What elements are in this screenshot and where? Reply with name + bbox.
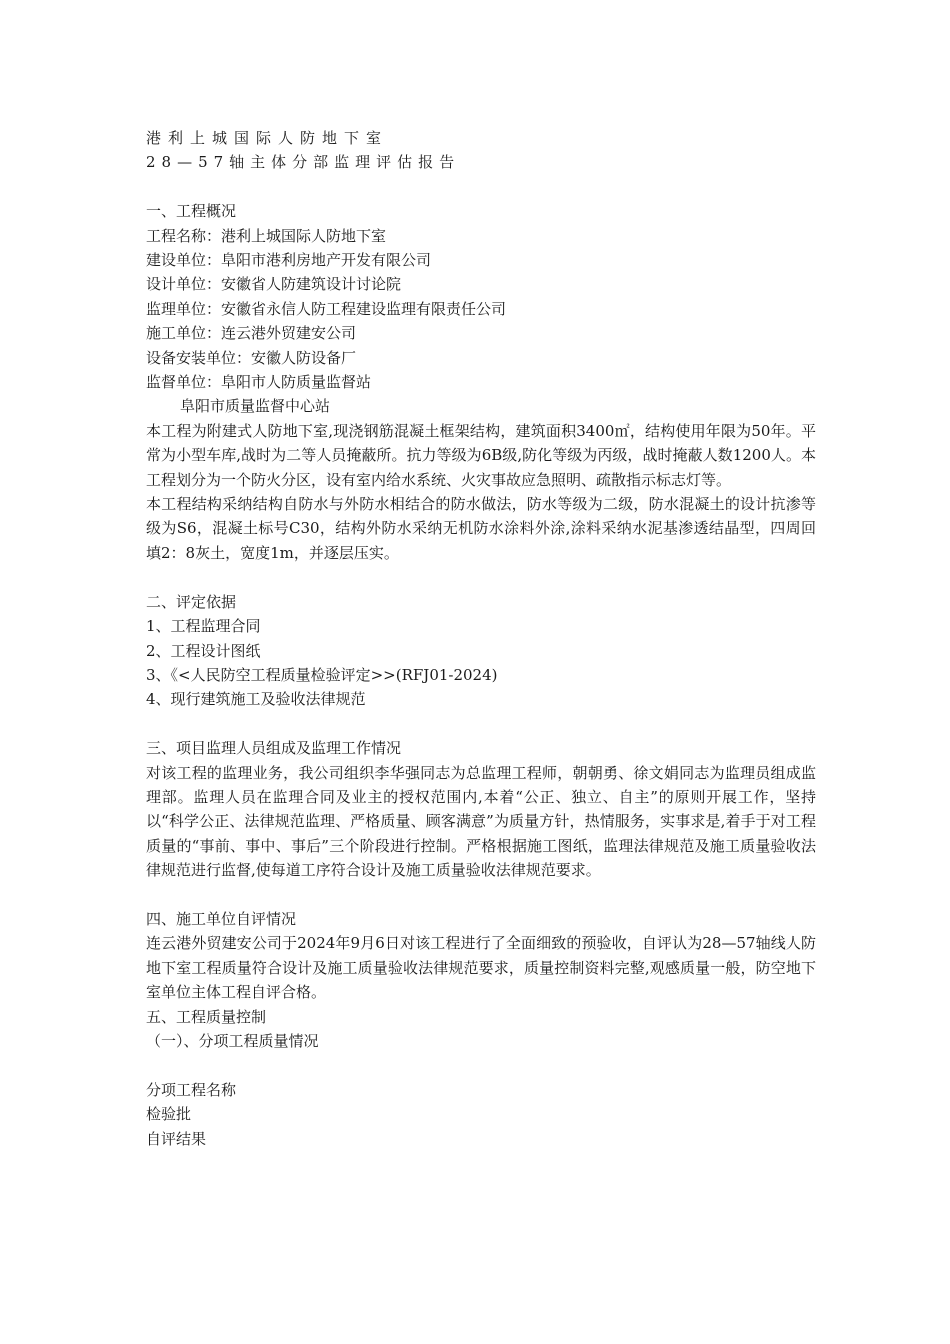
info-row-contractor: 施工单位：连云港外贸建安公司	[146, 324, 357, 343]
basis-item-4: 4、现行建筑施工及验收法律规范	[146, 690, 366, 709]
section4-heading: 四、施工单位自评情况	[146, 909, 297, 928]
info-row-equipment: 设备安装单位：安徽人防设备厂	[146, 348, 357, 367]
info-row-owner: 建设单位：阜阳市港利房地产开发有限公司	[146, 251, 432, 270]
info-row-designer: 设计单位：安徽省人防建筑设计讨论院	[146, 275, 402, 294]
table-column-batch: 检验批	[146, 1105, 192, 1124]
section1-heading: 一、工程概况	[146, 202, 237, 221]
report-title-line1: 港利上城国际人防地下室	[146, 129, 389, 147]
document-body	[146, 126, 816, 1151]
section2-heading: 二、评定依据	[146, 592, 237, 611]
info-row-inspection-2: 阜阳市质量监督中心站	[180, 397, 331, 416]
table-column-result: 自评结果	[146, 1129, 207, 1148]
info-row-inspection: 监督单位：阜阳市人防质量监督站	[146, 373, 372, 392]
section5-subheading: （一）、分项工程质量情况	[146, 1031, 319, 1050]
basis-item-3: 3、《<人民防空工程质量检验评定>>(RFJ01-2024)	[146, 665, 498, 684]
info-row-supervisor: 监理单位：安徽省永信人防工程建设监理有限责任公司	[146, 299, 507, 318]
report-title-line2: 28—57轴主体分部监理评估报告	[146, 153, 461, 172]
basis-item-2: 2、工程设计图纸	[146, 641, 261, 660]
section1-paragraph-2: 本工程结构采纳结构自防水与外防水相结合的防水做法，防水等级为二级，防水混凝土的设计抗渗等级为S6，混凝土标号C30，结构外防水采纳无机防水涂料外涂,涂料采纳水泥基渗透结晶型，四周回填2：8灰土，宽度1m，并逐层压实。	[146, 495, 816, 562]
section4-paragraph: 连云港外贸建安公司于2024年9月6日对该工程进行了全面细致的预验收，自评认为28—57轴线人防地下室工程质量符合设计及施工质量验收法律规范要求，质量控制资料完整,观感质量一般，防空地下室单位主体工程自评合格。	[146, 934, 816, 1002]
section1-paragraph-1: 本工程为附建式人防地下室,现浇钢筋混凝土框架结构，建筑面积3400㎡，结构使用年限为50年。平常为小型车库,战时为二等人员掩蔽所。抗力等级为6B级,防化等级为丙级，战时掩蔽人数1200人。本工程划分为一个防火分区，设有室内给水系统、火灾事故应急照明、疏散指示标志灯等。	[146, 421, 816, 489]
section3-paragraph: 对该工程的监理业务，我公司组织李华强同志为总监理工程师，朝朝勇、徐文娟同志为监理员组成监理部。监理人员在监理合同及业主的授权范围内,本着“公正、独立、自主”的原则开展工作，坚持以“科学公正、法律规范监理、严格质量、顾客满意”为质量方针，热情服务，实事求是,着手于对工程质量的“事前、事中、事后”三个阶段进行控制。严格根据施工图纸，监理法律规范及施工质量验收法律规范进行监督,使每道工序符合设计及施工质量验收法律规范要求。	[146, 763, 816, 880]
info-row-project-name: 工程名称：港利上城国际人防地下室	[146, 226, 387, 245]
section5-heading: 五、工程质量控制	[146, 1007, 267, 1026]
section3-heading: 三、项目监理人员组成及监理工作情况	[146, 739, 402, 758]
table-column-name: 分项工程名称	[146, 1080, 237, 1099]
basis-item-1: 1、工程监理合同	[146, 617, 261, 636]
